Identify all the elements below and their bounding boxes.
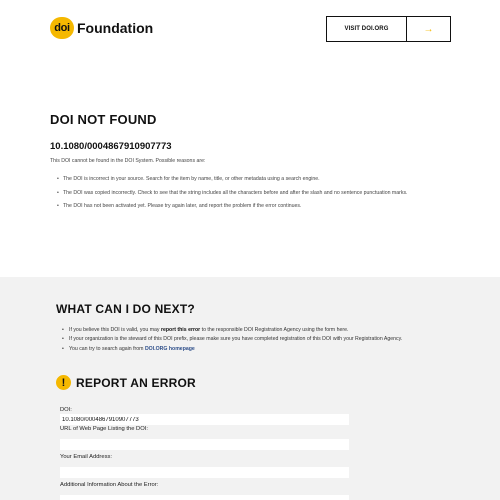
item-text: You can try to search again from (69, 345, 145, 352)
page-title: DOI NOT FOUND (50, 112, 157, 127)
site-header (0, 0, 500, 62)
report-error-form (60, 406, 350, 500)
visit-doi-org-button[interactable] (326, 16, 451, 42)
reasons-list (57, 175, 450, 212)
next-steps-list (62, 326, 442, 354)
url-field-label: URL of Web Page Listing the DOI: (60, 426, 148, 432)
warning-icon: ! (56, 375, 71, 390)
doi-org-homepage-link[interactable]: DOI.ORG homepage (144, 345, 195, 352)
visit-doi-org-label[interactable]: VISIT DOI.ORG (327, 17, 407, 41)
info-field-label: Additional Information About the Error: (60, 482, 159, 488)
list-item: • The DOI was copied incorrectly. Check to see that the string includes all the characters before and after the slash and no sentence punctuation marks. (57, 189, 450, 199)
intro-text: This DOI cannot be found in the DOI System. Possible reasons are: (50, 158, 206, 164)
error-section (50, 112, 450, 216)
report-this-error-link[interactable]: report this error (160, 327, 201, 333)
item-text: to the responsible DOI Registration Agency using the form here. (200, 327, 349, 333)
logo-text: Foundation (77, 20, 154, 36)
list-item (62, 345, 442, 353)
list-item: • If your organization is the steward of this DOI prefix, please make sure you have completed registration of this DOI with your Registration Agency. (62, 335, 442, 343)
list-item: • The DOI is incorrect in your source. Search for the item by name, title, or other metadata using a search engine. (57, 175, 450, 185)
url-field[interactable] (60, 439, 349, 450)
doi-foundation-logo[interactable] (50, 17, 153, 39)
doi-field-label: DOI: (60, 407, 72, 413)
additional-info-field[interactable] (60, 495, 349, 500)
list-item (62, 326, 442, 334)
next-steps-panel (0, 277, 500, 500)
doi-value: 10.1080/0004867910907773 (50, 141, 172, 152)
report-error-title: REPORT AN ERROR (76, 375, 196, 390)
email-field-label: Your Email Address: (60, 454, 112, 460)
list-item: • The DOI has not been activated yet. Please try again later, and report the problem if the error continues. (57, 202, 450, 212)
email-field[interactable] (60, 467, 349, 478)
doi-field[interactable] (60, 414, 349, 425)
doi-logo-badge: doi (50, 17, 74, 39)
next-steps-title: WHAT CAN I DO NEXT? (56, 302, 195, 316)
arrow-right-icon[interactable]: → (423, 23, 434, 35)
item-text: If you believe this DOI is valid, you may (69, 327, 161, 333)
report-error-heading (56, 375, 196, 390)
